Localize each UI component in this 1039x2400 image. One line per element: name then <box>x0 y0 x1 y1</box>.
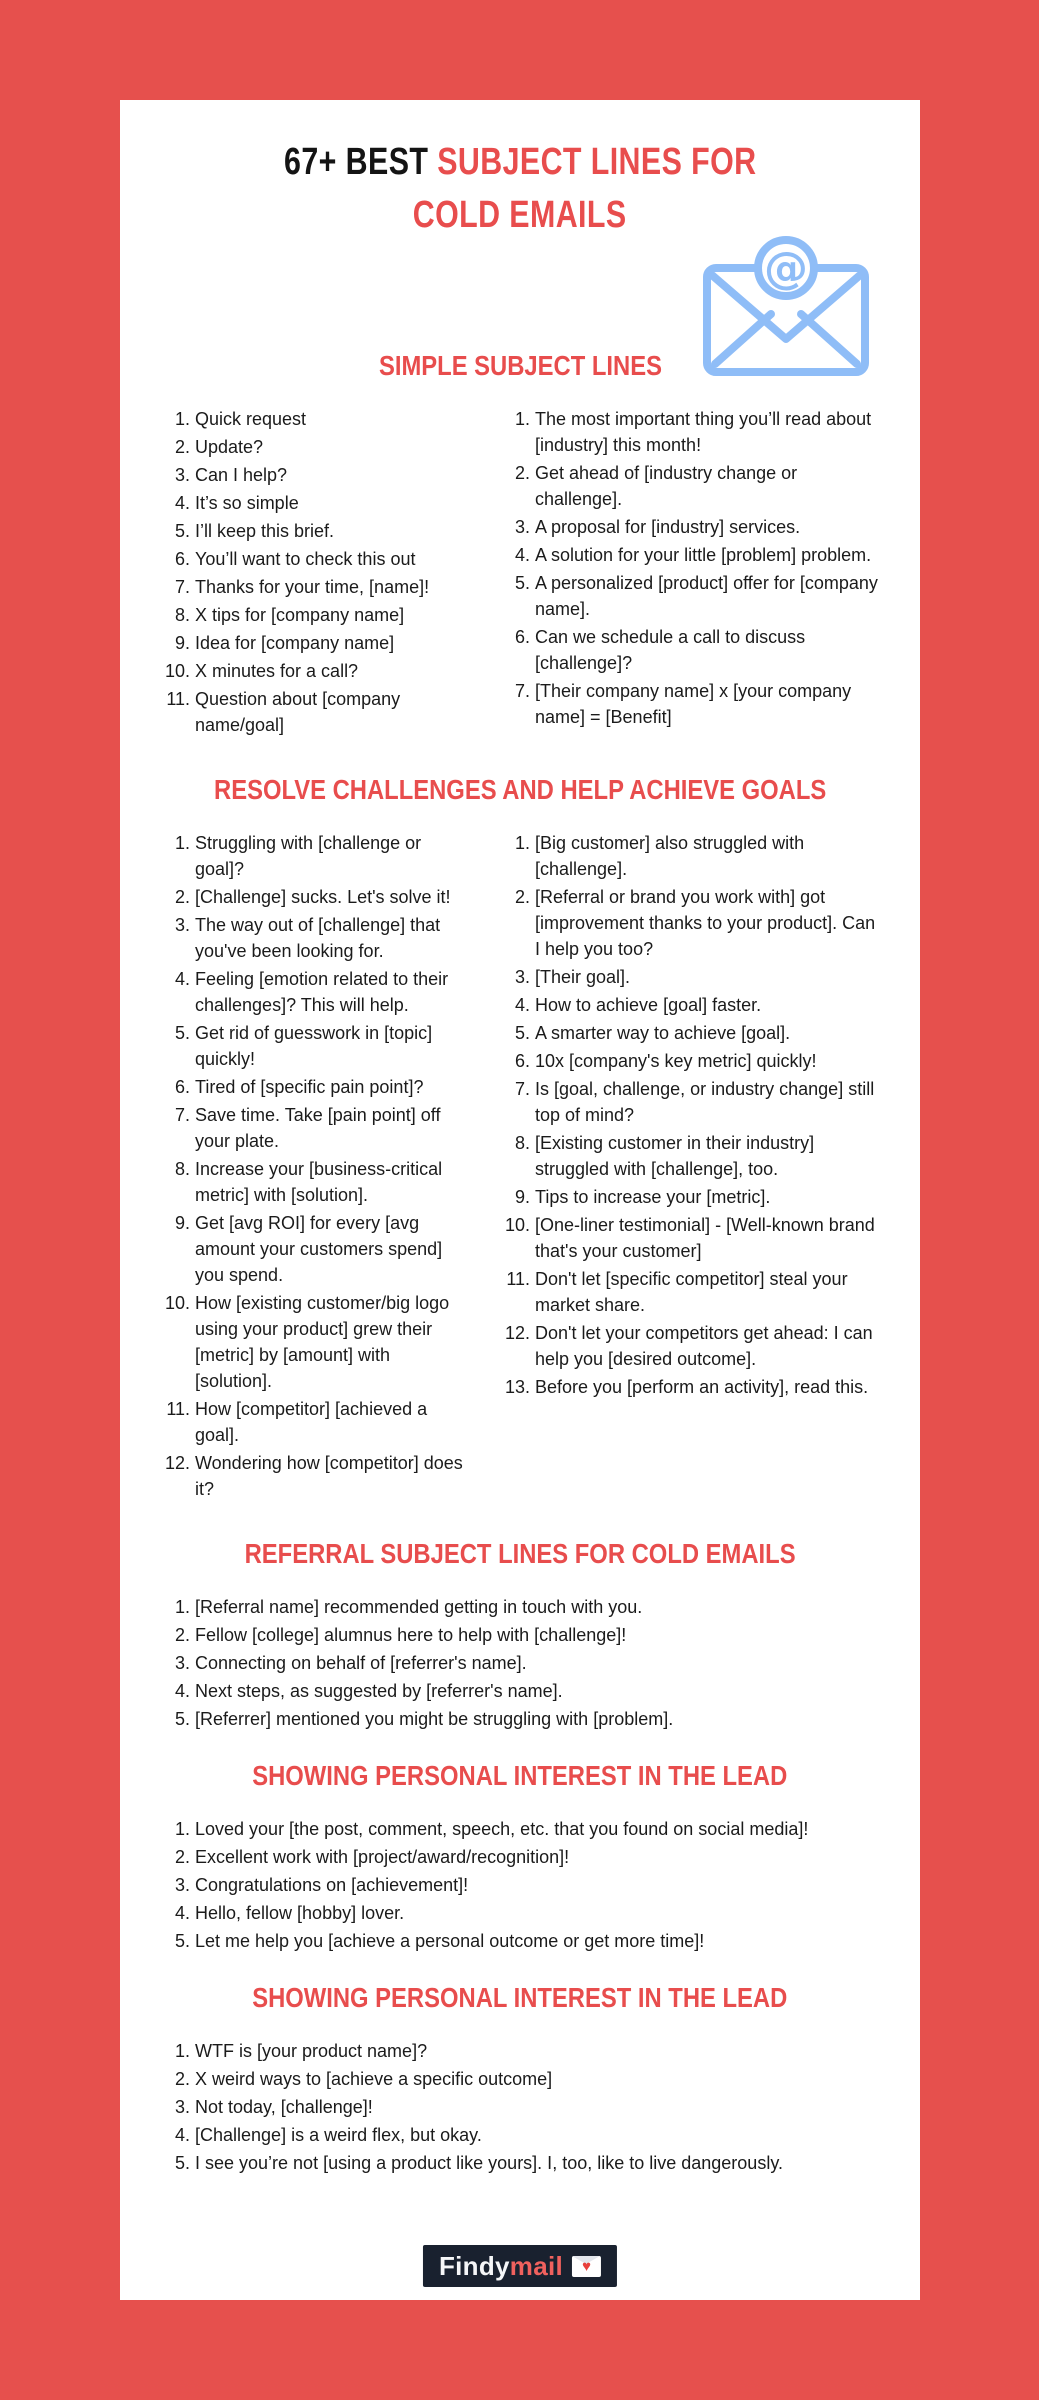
heart-icon: ♥ <box>582 2257 591 2275</box>
subject-line-item: 10. X minutes for a call? <box>195 658 470 684</box>
brand-logo <box>423 2245 617 2287</box>
subject-line-item: 1. WTF is [your product name]? <box>195 2038 880 2064</box>
subject-line-item: 2. Get ahead of [industry change or challenge]. <box>535 460 880 512</box>
subject-line-item: 4. [Challenge] is a weird flex, but okay. <box>195 2122 880 2148</box>
subject-line-item: 1. Struggling with [challenge or goal]? <box>195 830 470 882</box>
subject-line-item: 11. How [competitor] [achieved a goal]. <box>195 1396 470 1448</box>
section-heading: SIMPLE SUBJECT LINES <box>378 350 662 381</box>
subject-line-item: 4. Feeling [emotion related to their challenges]? This will help. <box>195 966 470 1018</box>
subject-line-item: 1. The most important thing you’ll read about [industry] this month! <box>535 406 880 458</box>
brand-name-part-2: mail <box>509 2250 564 2281</box>
svg-text:@: @ <box>764 243 808 294</box>
title-black-part: 67+ BEST <box>283 141 429 183</box>
subject-line-item: 4. How to achieve [goal] faster. <box>535 992 880 1018</box>
subject-line-item: 7. Thanks for your time, [name]! <box>195 574 470 600</box>
subject-line-item: 5. Get rid of guesswork in [topic] quickly! <box>195 1020 470 1072</box>
subject-line-item: 6. Tired of [specific pain point]? <box>195 1074 470 1100</box>
subject-line-item: 12. Wondering how [competitor] does it? <box>195 1450 470 1502</box>
subject-line-item: 7. [Their company name] x [your company name] = [Benefit] <box>535 678 880 730</box>
subject-line-item: 2. Fellow [college] alumnus here to help with [challenge]! <box>195 1622 880 1648</box>
subject-line-item: 6. 10x [company's key metric] quickly! <box>535 1048 880 1074</box>
subject-line-item: 1. Loved your [the post, comment, speech, etc. that you found on social media]! <box>195 1816 827 1842</box>
subject-line-item: 9. Get [avg ROI] for every [avg amount your customers spend] you spend. <box>195 1210 470 1288</box>
subject-line-item: 2. [Referral or brand you work with] got [improvement thanks to your product]. Can I help you too? <box>535 884 880 962</box>
subject-line-item: 5. [Referrer] mentioned you might be struggling with [problem]. <box>195 1706 880 1732</box>
subject-line-list <box>165 1594 880 1732</box>
subject-line-item: 4. Hello, fellow [hobby] lover. <box>195 1900 827 1926</box>
subject-line-item: 1. [Big customer] also struggled with [challenge]. <box>535 830 880 882</box>
section-columns <box>120 806 920 1504</box>
subject-line-item: 6. You’ll want to check this out <box>195 546 470 572</box>
subject-line-item: 2. Update? <box>195 434 470 460</box>
subject-lines-section <box>120 774 920 1504</box>
subject-line-item: 11. Don't let [specific competitor] steal your market share. <box>535 1266 880 1318</box>
subject-line-item: 2. X weird ways to [achieve a specific outcome] <box>195 2066 880 2092</box>
subject-lines-section <box>120 350 920 740</box>
subject-line-item: 1. Quick request <box>195 406 470 432</box>
subject-line-item: 3. [Their goal]. <box>535 964 880 990</box>
subject-line-item: 6. Can we schedule a call to discuss [challenge]? <box>535 624 880 676</box>
love-letter-icon <box>572 2256 601 2277</box>
subject-lines-section <box>120 1538 920 1732</box>
title-line-2: COLD EMAILS <box>413 194 627 236</box>
subject-line-item: 2. Excellent work with [project/award/recognition]! <box>195 1844 827 1870</box>
subject-line-list <box>165 830 470 1504</box>
subject-line-list <box>505 406 880 740</box>
section-columns <box>120 2014 920 2176</box>
subject-line-item: 3. Not today, [challenge]! <box>195 2094 880 2120</box>
subject-lines-section <box>120 1760 920 1954</box>
subject-line-item: 3. A proposal for [industry] services. <box>535 514 880 540</box>
subject-line-item: 3. Connecting on behalf of [referrer's name]. <box>195 1650 880 1676</box>
section-columns <box>120 382 920 740</box>
section-heading: RESOLVE CHALLENGES AND HELP ACHIEVE GOALS <box>213 774 827 805</box>
brand-name-part-1: Findy <box>438 2250 510 2281</box>
subject-line-item: 8. [Existing customer in their industry] struggled with [challenge], too. <box>535 1130 880 1182</box>
subject-line-item: 3. Can I help? <box>195 462 470 488</box>
subject-line-list <box>505 830 880 1504</box>
subject-line-item: 1. [Referral name] recommended getting in touch with you. <box>195 1594 880 1620</box>
subject-line-item: 10. How [existing customer/big logo using your product] grew their [metric] by [amount] with [solution]. <box>195 1290 470 1394</box>
title-red-part: SUBJECT LINES FOR <box>436 141 757 183</box>
subject-line-item: 3. The way out of [challenge] that you've been looking for. <box>195 912 470 964</box>
subject-line-item: 5. A smarter way to achieve [goal]. <box>535 1020 880 1046</box>
subject-line-item: 2. [Challenge] sucks. Let's solve it! <box>195 884 470 910</box>
sections-container <box>120 350 920 2176</box>
envelope-at-icon <box>700 228 872 378</box>
subject-line-item: 8. X tips for [company name] <box>195 602 470 628</box>
page-title <box>120 136 920 242</box>
subject-line-item: 7. Is [goal, challenge, or industry change] still top of mind? <box>535 1076 880 1128</box>
subject-line-item: 8. Increase your [business-critical metric] with [solution]. <box>195 1156 470 1208</box>
subject-lines-section <box>120 1982 920 2176</box>
subject-line-item: 13. Before you [perform an activity], read this. <box>535 1374 880 1400</box>
section-columns <box>120 1792 920 1954</box>
subject-line-item: 5. I see you’re not [using a product like yours]. I, too, like to live dangerously. <box>195 2150 880 2176</box>
content-card <box>120 100 920 2300</box>
subject-line-item: 9. Idea for [company name] <box>195 630 470 656</box>
subject-line-item: 5. A personalized [product] offer for [company name]. <box>535 570 880 622</box>
subject-line-item: 11. Question about [company name/goal] <box>195 686 470 738</box>
subject-line-item: 4. It’s so simple <box>195 490 470 516</box>
title-line-1 <box>284 136 756 189</box>
subject-line-list <box>165 2038 880 2176</box>
section-heading: REFERRAL SUBJECT LINES FOR COLD EMAILS <box>244 1538 796 1569</box>
subject-line-item: 10. [One-liner testimonial] - [Well-known brand that's your customer] <box>535 1212 880 1264</box>
subject-line-item: 9. Tips to increase your [metric]. <box>535 1184 880 1210</box>
section-heading: SHOWING PERSONAL INTEREST IN THE LEAD <box>252 1982 788 2013</box>
subject-line-item: 4. Next steps, as suggested by [referrer's name]. <box>195 1678 880 1704</box>
subject-line-item: 4. A solution for your little [problem] problem. <box>535 542 880 568</box>
subject-line-item: 12. Don't let your competitors get ahead: I can help you [desired outcome]. <box>535 1320 880 1372</box>
subject-line-item: 7. Save time. Take [pain point] off your plate. <box>195 1102 470 1154</box>
section-columns <box>120 1570 920 1732</box>
subject-line-list <box>165 406 470 740</box>
subject-line-item: 5. I’ll keep this brief. <box>195 518 470 544</box>
section-heading: SHOWING PERSONAL INTEREST IN THE LEAD <box>252 1760 788 1791</box>
subject-line-item: 5. Let me help you [achieve a personal outcome or get more time]! <box>195 1928 827 1954</box>
subject-line-item: 3. Congratulations on [achievement]! <box>195 1872 827 1898</box>
subject-line-list <box>165 1816 827 1954</box>
